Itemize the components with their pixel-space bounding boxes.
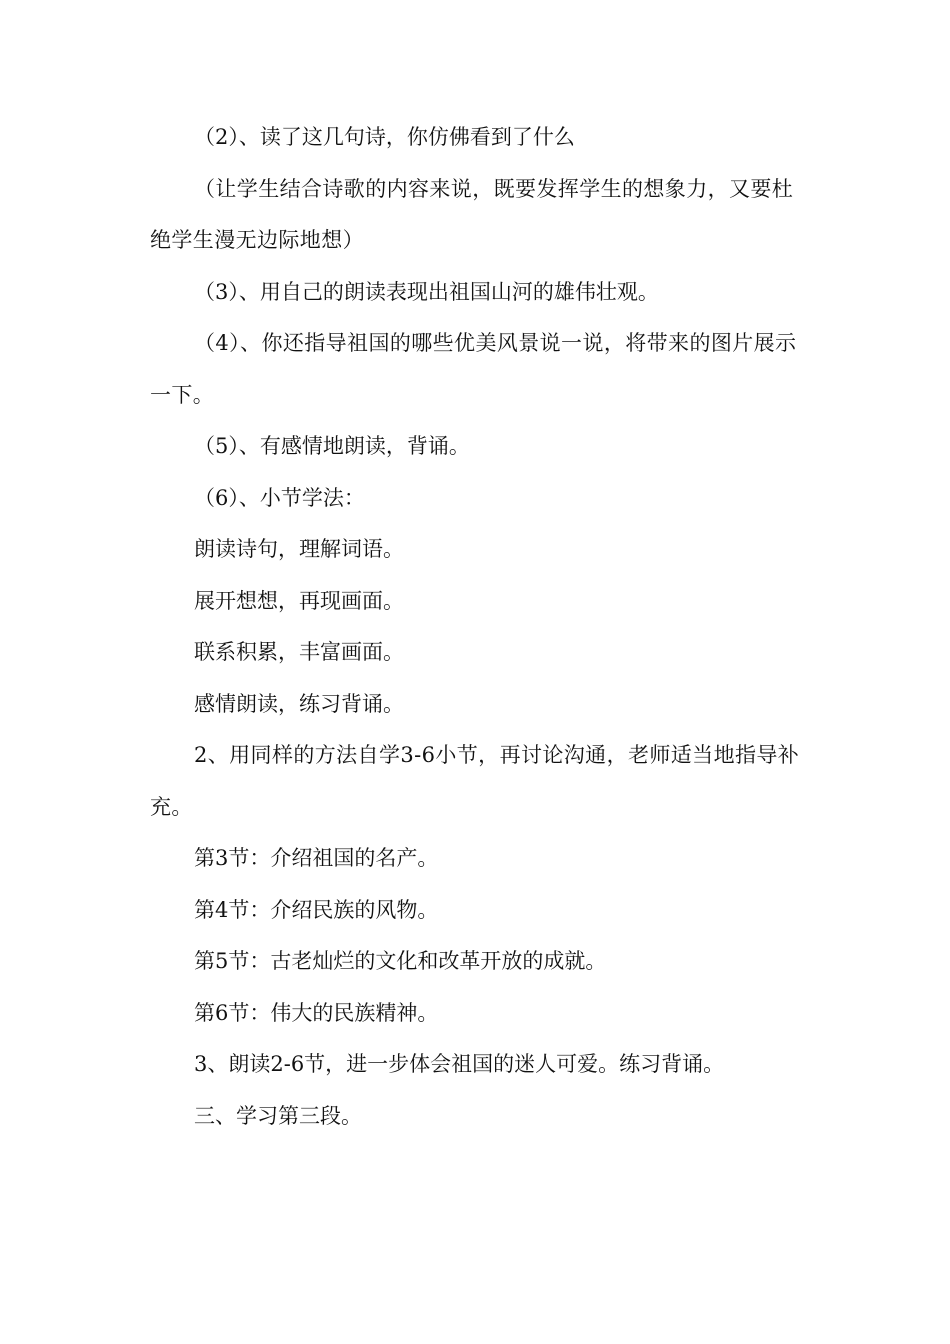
paragraph: （5）、有感情地朗读，背诵。: [194, 434, 470, 458]
paragraph: （6）、小节学法：: [194, 485, 365, 510]
paragraph: 3、朗读2-6节，进一步体会祖国的迷人可爱。练习背诵。: [194, 1052, 725, 1076]
paragraph: （2）、读了这几句诗，你仿佛看到了什么: [194, 125, 575, 149]
paragraph: 2、用同样的方法自学3-6小节，再讨论沟通，老师适当地指导补充。: [150, 743, 800, 819]
paragraph: 感情朗读，练习背诵。: [194, 691, 404, 716]
paragraph: 第5节：古老灿烂的文化和改革开放的成就。: [194, 949, 607, 973]
paragraph: 展开想想，再现画面。: [194, 588, 404, 613]
paragraph: 联系积累，丰富画面。: [194, 640, 404, 664]
paragraph: （让学生结合诗歌的内容来说，既要发挥学生的想象力，又要杜绝学生漫无边际地想）: [150, 176, 794, 252]
paragraph: （4）、你还指导祖国的哪些优美风景说一说，将带来的图片展示一下。: [150, 331, 797, 407]
paragraph: 第6节：伟大的民族精神。: [194, 1000, 439, 1025]
paragraph: （3）、用自己的朗读表现出祖国山河的雄伟壮观。: [194, 279, 659, 304]
document-body: [150, 112, 800, 1142]
paragraph: 三、学习第三段。: [194, 1103, 362, 1128]
paragraph: 第3节：介绍祖国的名产。: [194, 846, 439, 870]
paragraph: 朗读诗句，理解词语。: [194, 537, 404, 561]
paragraph: 第4节：介绍民族的风物。: [194, 897, 439, 922]
